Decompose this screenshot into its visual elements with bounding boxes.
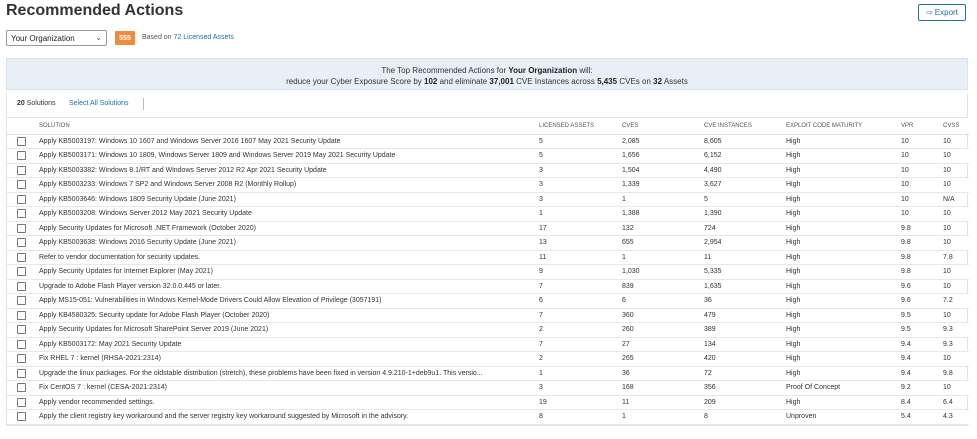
summary-text: The Top Recommended Actions for (381, 66, 507, 75)
select-all-solutions-link[interactable]: Select All Solutions (69, 100, 129, 107)
row-checkbox-cell (7, 192, 37, 207)
row-checkbox-cell (7, 163, 37, 178)
cvss-cell: 4.3 (941, 410, 969, 425)
cvss-cell: 10 (941, 221, 969, 236)
table-row[interactable] (7, 395, 969, 410)
cve-instances-cell: 2,954 (702, 236, 784, 251)
table-row[interactable] (7, 294, 969, 309)
solution-cell: Apply Security Updates for Internet Explorer (May 2021) (37, 265, 537, 280)
row-checkbox[interactable] (17, 296, 26, 305)
cvss-cell: 10 (941, 134, 969, 149)
licensed-assets-cell: 7 (537, 337, 620, 352)
row-checkbox[interactable] (17, 238, 26, 247)
cves-cell: 1,388 (620, 207, 702, 222)
cve-instances-cell: 3,627 (702, 178, 784, 193)
vpr-cell: 9.2 (899, 381, 941, 396)
table-row[interactable] (7, 381, 969, 396)
based-on-prefix: Based on (142, 34, 172, 41)
row-checkbox[interactable] (17, 267, 26, 276)
cve-instances-cell: 6,152 (702, 149, 784, 164)
cve-instances-cell: 36 (702, 294, 784, 309)
row-checkbox[interactable] (17, 412, 26, 421)
licensed-assets-cell: 13 (537, 236, 620, 251)
solutions-count-number: 20 (17, 100, 25, 107)
cve-instances-cell: 5 (702, 192, 784, 207)
cvss-cell: 9.3 (941, 337, 969, 352)
cvss-cell: 10 (941, 279, 969, 294)
cves-cell: 265 (620, 352, 702, 367)
vpr-cell: 9.6 (899, 294, 941, 309)
export-button[interactable] (918, 4, 966, 21)
summary-text: CVEs on (619, 77, 651, 86)
vpr-cell: 10 (899, 149, 941, 164)
table-row[interactable] (7, 163, 969, 178)
cve-instances-cell: 134 (702, 337, 784, 352)
table-row[interactable] (7, 149, 969, 164)
column-header[interactable]: LICENSED ASSETS (537, 118, 620, 134)
exploit-maturity-cell: High (784, 178, 899, 193)
cvss-cell: 7.8 (941, 250, 969, 265)
row-checkbox-cell (7, 323, 37, 338)
organization-select[interactable] (6, 30, 107, 46)
cve-instances-cell: 389 (702, 323, 784, 338)
organization-select-value: Your Organization (11, 33, 75, 43)
table-row[interactable] (7, 323, 969, 338)
export-label: Export (934, 8, 958, 17)
row-checkbox-cell (7, 149, 37, 164)
cves-cell: 11 (620, 395, 702, 410)
solution-cell: Apply KB5003233: Windows 7 SP2 and Windows Server 2008 R2 (Monthly Rollup) (37, 178, 537, 193)
exploit-maturity-cell: High (784, 149, 899, 164)
licensed-assets-cell: 19 (537, 395, 620, 410)
cvss-cell: 10 (941, 163, 969, 178)
cve-instances-cell: 1,635 (702, 279, 784, 294)
row-checkbox[interactable] (17, 253, 26, 262)
row-checkbox[interactable] (17, 354, 26, 363)
column-header[interactable]: VPR (899, 118, 941, 134)
chevron-down-icon: ⌄ (95, 33, 102, 42)
exploit-maturity-cell: High (784, 337, 899, 352)
row-checkbox[interactable] (17, 209, 26, 218)
row-checkbox[interactable] (17, 137, 26, 146)
exploit-maturity-cell: High (784, 192, 899, 207)
cves-cell: 260 (620, 323, 702, 338)
solutions-count (17, 100, 56, 107)
table-row[interactable] (7, 192, 969, 207)
vpr-cell: 9.8 (899, 250, 941, 265)
solution-cell: Upgrade to Adobe Flash Player version 32.0.0.445 or later. (37, 279, 537, 294)
solutions-count-label: Solutions (26, 100, 56, 107)
summary-cves: 5,435 (597, 77, 618, 86)
summary-line-2 (7, 76, 967, 87)
solution-cell: Refer to vendor documentation for security updates. (37, 250, 537, 265)
summary-line-1 (7, 65, 967, 76)
based-on-text (142, 34, 234, 41)
solution-cell: Upgrade the linux packages. For the oldstable distribution (stretch), these problems have been fixed in version 4.9.210-1+deb9u1. This versio... (37, 366, 537, 381)
vpr-cell: 10 (899, 207, 941, 222)
cvss-cell: 10 (941, 352, 969, 367)
row-checkbox-cell (7, 207, 37, 222)
vpr-cell: 10 (899, 163, 941, 178)
cves-cell: 360 (620, 308, 702, 323)
exploit-maturity-cell: High (784, 294, 899, 309)
solution-cell: Apply KB5003172: May 2021 Security Update (37, 337, 537, 352)
exploit-maturity-cell: High (784, 352, 899, 367)
row-checkbox-cell (7, 410, 37, 425)
row-checkbox-cell (7, 265, 37, 280)
solution-cell: Apply Security Updates for Microsoft .NET Framework (October 2020) (37, 221, 537, 236)
table-row[interactable] (7, 250, 969, 265)
cvss-cell: 10 (941, 236, 969, 251)
vpr-cell: 10 (899, 192, 941, 207)
row-checkbox[interactable] (17, 369, 26, 378)
cve-instances-cell: 4,490 (702, 163, 784, 178)
vpr-cell: 10 (899, 178, 941, 193)
row-checkbox-cell (7, 308, 37, 323)
cve-instances-cell: 356 (702, 381, 784, 396)
column-header[interactable]: CVES (620, 118, 702, 134)
exploit-maturity-cell: High (784, 236, 899, 251)
row-checkbox-cell (7, 395, 37, 410)
licensed-assets-cell: 3 (537, 192, 620, 207)
vpr-cell: 9.4 (899, 352, 941, 367)
licensed-assets-cell: 5 (537, 149, 620, 164)
summary-text: and eliminate (439, 77, 488, 86)
row-checkbox[interactable] (17, 325, 26, 334)
row-checkbox-cell (7, 279, 37, 294)
vpr-cell: 9.8 (899, 221, 941, 236)
row-checkbox-cell (7, 236, 37, 251)
cve-instances-cell: 72 (702, 366, 784, 381)
cves-cell: 2,085 (620, 134, 702, 149)
licensed-assets-cell: 11 (537, 250, 620, 265)
cvss-cell: 10 (941, 207, 969, 222)
cve-instances-cell: 420 (702, 352, 784, 367)
exploit-maturity-cell: Unproven (784, 410, 899, 425)
column-header[interactable]: CVE INSTANCES (702, 118, 784, 134)
row-checkbox[interactable] (17, 311, 26, 320)
row-checkbox-cell (7, 366, 37, 381)
cves-cell: 1,656 (620, 149, 702, 164)
summary-assets: 32 (653, 77, 663, 86)
row-checkbox[interactable] (17, 383, 26, 392)
summary-cve-instances: 37,001 (489, 77, 514, 86)
solution-cell: Fix CentOS 7 : kernel (CESA-2021:2314) (37, 381, 537, 396)
vpr-cell: 9.8 (899, 265, 941, 280)
header-checkbox-cell (7, 118, 37, 134)
row-checkbox-cell (7, 381, 37, 396)
row-checkbox[interactable] (17, 180, 26, 189)
exploit-maturity-cell: High (784, 395, 899, 410)
row-checkbox-cell (7, 337, 37, 352)
row-checkbox[interactable] (17, 282, 26, 291)
solution-cell: Fix RHEL 7 : kernel (RHSA-2021:2314) (37, 352, 537, 367)
licensed-assets-cell: 3 (537, 163, 620, 178)
summary-text: will: (579, 66, 593, 75)
row-checkbox[interactable] (17, 398, 26, 407)
row-checkbox[interactable] (17, 166, 26, 175)
cvss-cell: 9.3 (941, 323, 969, 338)
exploit-maturity-cell: High (784, 366, 899, 381)
cves-cell: 132 (620, 221, 702, 236)
solution-cell: Apply KB5003382: Windows 8.1/RT and Windows Server 2012 R2 Apr 2021 Security Update (37, 163, 537, 178)
cvss-cell: 7.2 (941, 294, 969, 309)
table-header-row (7, 118, 969, 134)
exploit-maturity-cell: High (784, 250, 899, 265)
solutions-table (6, 117, 968, 426)
cve-instances-cell: 8 (702, 410, 784, 425)
cves-cell: 1 (620, 192, 702, 207)
cvss-cell: 10 (941, 265, 969, 280)
table-row[interactable] (7, 366, 969, 381)
solution-cell: Apply KB5003197: Windows 10 1607 and Windows Server 2016 1607 May 2021 Security Update (37, 134, 537, 149)
cves-cell: 6 (620, 294, 702, 309)
vpr-cell: 5.4 (899, 410, 941, 425)
row-checkbox-cell (7, 294, 37, 309)
licensed-assets-cell: 8 (537, 410, 620, 425)
cyber-exposure-score-badge: 555 (115, 31, 135, 45)
solution-cell: Apply Security Updates for Microsoft SharePoint Server 2019 (June 2021) (37, 323, 537, 338)
cve-instances-cell: 5,335 (702, 265, 784, 280)
summary-text: reduce your Cyber Exposure Score by (286, 77, 422, 86)
row-checkbox-cell (7, 178, 37, 193)
cvss-cell: 9.8 (941, 366, 969, 381)
cve-instances-cell: 11 (702, 250, 784, 265)
licensed-assets-cell: 6 (537, 294, 620, 309)
cves-cell: 1,504 (620, 163, 702, 178)
cves-cell: 1 (620, 250, 702, 265)
licensed-assets-cell: 2 (537, 323, 620, 338)
licensed-assets-cell: 9 (537, 265, 620, 280)
vpr-cell: 9.6 (899, 279, 941, 294)
exploit-maturity-cell: High (784, 163, 899, 178)
table-row[interactable] (7, 279, 969, 294)
exploit-maturity-cell: High (784, 308, 899, 323)
row-checkbox[interactable] (17, 151, 26, 160)
table-row[interactable] (7, 265, 969, 280)
exploit-maturity-cell: High (784, 207, 899, 222)
cve-instances-cell: 1,390 (702, 207, 784, 222)
solution-cell: Apply KB5003646: Windows 1809 Security Update (June 2021) (37, 192, 537, 207)
table-row[interactable] (7, 352, 969, 367)
solution-cell: Apply KB5003171: Windows 10 1809, Windows Server 1809 and Windows Server 2019 May 2021 Security Update (37, 149, 537, 164)
cves-cell: 655 (620, 236, 702, 251)
vpr-cell: 10 (899, 134, 941, 149)
vpr-cell: 9.5 (899, 323, 941, 338)
table-row[interactable] (7, 178, 969, 193)
row-checkbox-cell (7, 352, 37, 367)
page-title: Recommended Actions (6, 2, 184, 19)
row-checkbox-cell (7, 250, 37, 265)
cves-cell: 1,339 (620, 178, 702, 193)
cvss-cell: 10 (941, 178, 969, 193)
solution-cell: Apply KB5003208: Windows Server 2012 May 2021 Security Update (37, 207, 537, 222)
cvss-cell: N/A (941, 192, 969, 207)
cves-cell: 1,030 (620, 265, 702, 280)
table-row[interactable] (7, 236, 969, 251)
vpr-cell: 9.4 (899, 337, 941, 352)
cvss-cell: 10 (941, 308, 969, 323)
cves-cell: 1 (620, 410, 702, 425)
exploit-maturity-cell: High (784, 134, 899, 149)
cve-instances-cell: 8,605 (702, 134, 784, 149)
cvss-cell: 10 (941, 149, 969, 164)
solution-cell: Apply KB4580325: Security update for Adobe Flash Player (October 2020) (37, 308, 537, 323)
licensed-assets-cell: 3 (537, 178, 620, 193)
cves-cell: 839 (620, 279, 702, 294)
column-header[interactable]: SOLUTION (37, 118, 537, 134)
exploit-maturity-cell: Proof Of Concept (784, 381, 899, 396)
summary-score-reduction: 102 (424, 77, 438, 86)
exploit-maturity-cell: High (784, 279, 899, 294)
cve-instances-cell: 479 (702, 308, 784, 323)
vpr-cell: 9.5 (899, 308, 941, 323)
divider (143, 98, 144, 110)
cve-instances-cell: 209 (702, 395, 784, 410)
cves-cell: 168 (620, 381, 702, 396)
cve-instances-cell: 724 (702, 221, 784, 236)
licensed-assets-link[interactable]: 72 Licensed Assets (173, 34, 234, 41)
table-row[interactable] (7, 337, 969, 352)
licensed-assets-cell: 17 (537, 221, 620, 236)
vpr-cell: 9.8 (899, 236, 941, 251)
column-header[interactable]: CVSS (941, 118, 969, 134)
solution-cell: Apply the client registry key workaround and the server registry key workaround suggested by Microsoft in the advisory. (37, 410, 537, 425)
cvss-cell: 6.4 (941, 395, 969, 410)
exploit-maturity-cell: High (784, 265, 899, 280)
licensed-assets-cell: 3 (537, 381, 620, 396)
vpr-cell: 9.4 (899, 366, 941, 381)
vpr-cell: 8.4 (899, 395, 941, 410)
exploit-maturity-cell: High (784, 221, 899, 236)
row-checkbox[interactable] (17, 340, 26, 349)
export-icon: ⇨ (926, 7, 933, 17)
licensed-assets-cell: 5 (537, 134, 620, 149)
table-row[interactable] (7, 221, 969, 236)
table-row[interactable] (7, 134, 969, 149)
column-header[interactable]: EXPLOIT CODE MATURITY (784, 118, 899, 134)
cves-cell: 27 (620, 337, 702, 352)
solution-cell: Apply KB5003638: Windows 2016 Security Update (June 2021) (37, 236, 537, 251)
summary-text: CVE Instances across (516, 77, 595, 86)
solution-cell: Apply MS15-051: Vulnerabilities in Windows Kernel-Mode Drivers Could Allow Elevation of Privilege (3057191) (37, 294, 537, 309)
solution-cell: Apply vendor recommended settings. (37, 395, 537, 410)
table-row[interactable] (7, 207, 969, 222)
licensed-assets-cell: 1 (537, 366, 620, 381)
summary-text: Assets (663, 77, 688, 86)
table-row[interactable] (7, 308, 969, 323)
licensed-assets-cell: 7 (537, 308, 620, 323)
licensed-assets-cell: 1 (537, 207, 620, 222)
cvss-cell: 10 (941, 381, 969, 396)
cves-cell: 36 (620, 366, 702, 381)
row-checkbox-cell (7, 134, 37, 149)
solutions-toolbar (6, 93, 968, 117)
row-checkbox[interactable] (17, 195, 26, 204)
row-checkbox[interactable] (17, 224, 26, 233)
summary-banner (6, 58, 968, 90)
summary-org: Your Organization (508, 66, 578, 75)
table-row[interactable] (7, 410, 969, 425)
licensed-assets-cell: 7 (537, 279, 620, 294)
exploit-maturity-cell: High (784, 323, 899, 338)
licensed-assets-cell: 2 (537, 352, 620, 367)
row-checkbox-cell (7, 221, 37, 236)
